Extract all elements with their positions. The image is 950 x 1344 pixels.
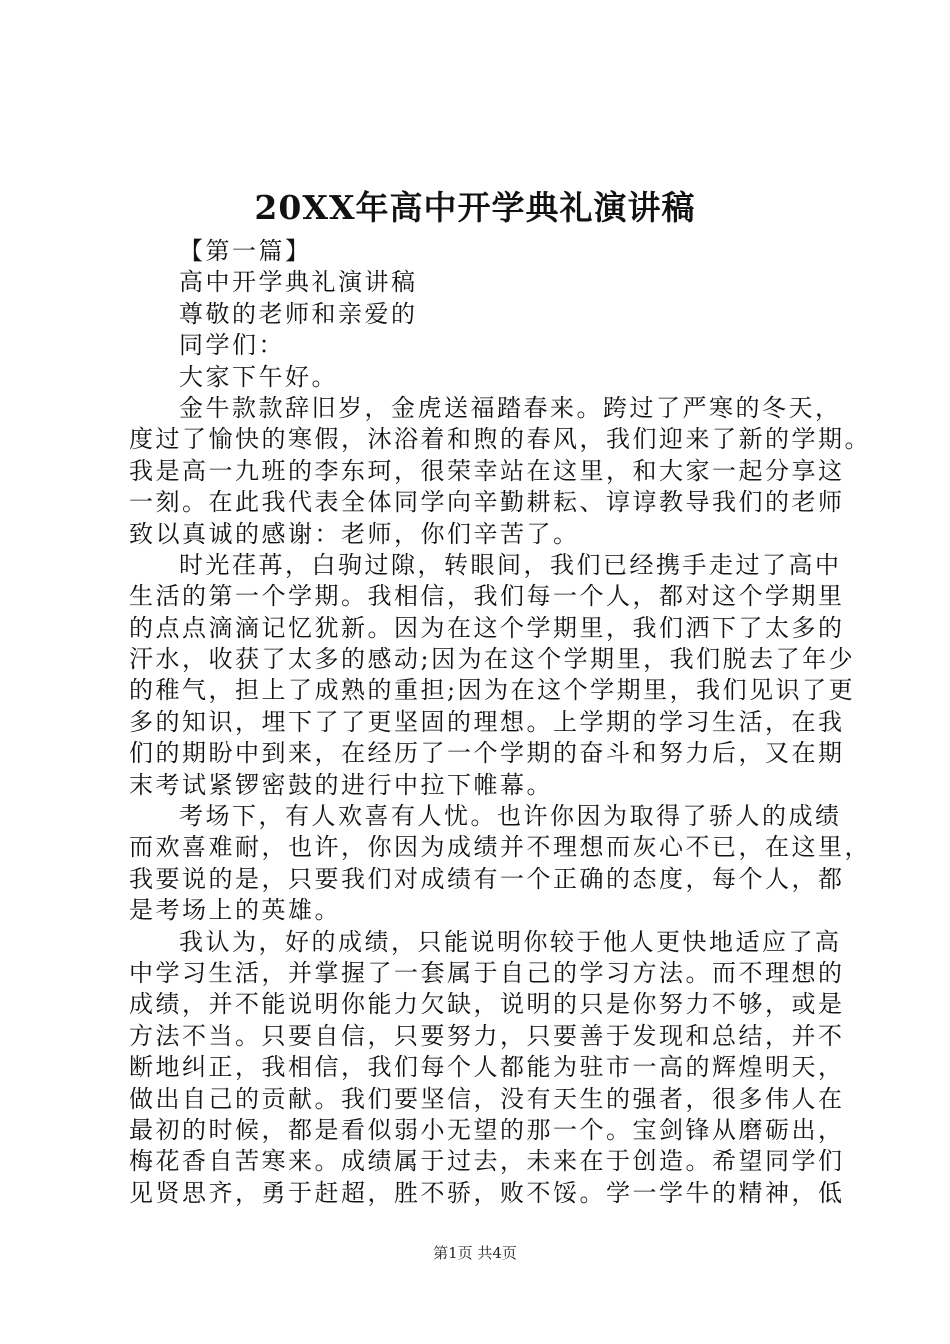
- text-line: 断地纠正，我相信，我们每个人都能为驻市一高的辉煌明天，: [129, 1053, 845, 1082]
- text-line: 高中开学典礼演讲稿: [179, 268, 418, 297]
- text-line: 一刻。在此我代表全体同学向辛勤耕耘、谆谆教导我们的老师: [129, 488, 845, 517]
- text-line: 中学习生活，并掌握了一套属于自己的学习方法。而不理想的: [129, 958, 845, 987]
- text-line: 末考试紧锣密鼓的进行中拉下帷幕。: [129, 770, 553, 799]
- text-line: 生活的第一个学期。我相信，我们每一个人，都对这个学期里: [129, 582, 845, 611]
- text-line: 我要说的是，只要我们对成绩有一个正确的态度，每个人，都: [129, 864, 845, 893]
- text-line: 大家下午好。: [179, 362, 338, 391]
- document-body: [129, 236, 871, 1209]
- text-line: 我认为，好的成绩，只能说明你较于他人更快地适应了高: [179, 927, 842, 956]
- text-line: 是考场上的英雄。: [129, 896, 341, 925]
- text-line: 最初的时候，都是看似弱小无望的那一个。宝剑锋从磨砺出，: [129, 1115, 845, 1144]
- text-line: 的稚气，担上了成熟的重担;因为在这个学期里，我们见识了更: [129, 676, 856, 705]
- text-line: 汗水，收获了太多的感动;因为在这个学期里，我们脱去了年少: [129, 645, 856, 674]
- text-line: 成绩，并不能说明你能力欠缺，说明的只是你努力不够，或是: [129, 990, 845, 1019]
- text-line: 时光荏苒，白驹过隙，转眼间，我们已经携手走过了高中: [179, 550, 842, 579]
- text-line: 梅花香自苦寒来。成绩属于过去，未来在于创造。希望同学们: [129, 1147, 845, 1176]
- text-line: 我是高一九班的李东珂，很荣幸站在这里，和大家一起分享这: [129, 456, 845, 485]
- text-line: 金牛款款辞旧岁，金虎送福踏春来。跨过了严寒的冬天，: [179, 393, 842, 422]
- text-line: 见贤思齐，勇于赶超，胜不骄，败不馁。学一学牛的精神，低: [129, 1178, 845, 1207]
- text-line: 们的期盼中到来，在经历了一个学期的奋斗和努力后，又在期: [129, 739, 845, 768]
- text-line: 考场下，有人欢喜有人忧。也许你因为取得了骄人的成绩: [179, 802, 842, 831]
- text-line: 度过了愉快的寒假，沐浴着和煦的春风，我们迎来了新的学期。: [129, 425, 871, 454]
- text-line: 尊敬的老师和亲爱的: [179, 299, 418, 328]
- document-title: 20XX年高中开学典礼演讲稿: [254, 188, 696, 227]
- text-line: 做出自己的贡献。我们要坚信，没有天生的强者，很多伟人在: [129, 1084, 845, 1113]
- text-line: 致以真诚的感谢：老师，你们辛苦了。: [129, 519, 580, 548]
- text-line: 而欢喜难耐，也许，你因为成绩并不理想而灰心不已，在这里，: [129, 833, 871, 862]
- text-line: 方法不当。只要自信，只要努力，只要善于发现和总结，并不: [129, 1021, 845, 1050]
- page-footer: 第1页 共4页: [433, 1244, 517, 1262]
- text-line: 的点点滴滴记忆犹新。因为在这个学期里，我们洒下了太多的: [129, 613, 845, 642]
- text-line: 同学们：: [179, 331, 285, 360]
- text-line: 多的知识，埋下了了更坚固的理想。上学期的学习生活，在我: [129, 707, 845, 736]
- text-line: 【第一篇】: [179, 237, 312, 265]
